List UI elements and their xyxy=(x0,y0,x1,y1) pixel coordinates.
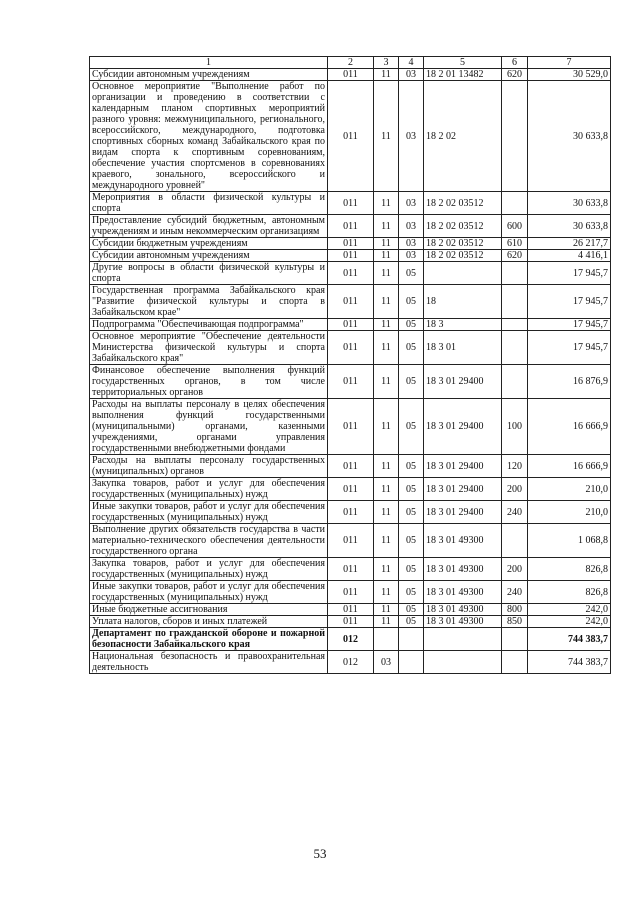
section-code-cell: 011 xyxy=(328,215,374,238)
amount-cell: 242,0 xyxy=(528,604,611,616)
amount-cell: 744 383,7 xyxy=(528,651,611,674)
row-name-cell: Департамент по гражданской обороне и пожарной безопасности Забайкальского края xyxy=(90,628,328,651)
amount-cell: 30 633,8 xyxy=(528,215,611,238)
table-row xyxy=(90,262,611,285)
chapter-cell: 11 xyxy=(374,455,399,478)
header-cell: 4 xyxy=(399,57,424,69)
section-code-cell: 011 xyxy=(328,365,374,399)
subsection-cell xyxy=(399,651,424,674)
target-article-cell: 18 3 01 49300 xyxy=(424,581,502,604)
table-row xyxy=(90,365,611,399)
row-name-cell: Мероприятия в области физической культуры и спорта xyxy=(90,192,328,215)
chapter-cell: 11 xyxy=(374,604,399,616)
target-article-cell: 18 2 01 13482 xyxy=(424,69,502,81)
subsection-cell: 05 xyxy=(399,524,424,558)
target-article-cell: 18 3 01 49300 xyxy=(424,616,502,628)
section-code-cell: 011 xyxy=(328,250,374,262)
row-name-cell: Финансовое обеспечение выполнения функций государственных органов, в том числе территориальных органов xyxy=(90,365,328,399)
subsection-cell: 03 xyxy=(399,69,424,81)
table-row xyxy=(90,285,611,319)
subsection-cell: 05 xyxy=(399,558,424,581)
section-code-cell: 011 xyxy=(328,604,374,616)
chapter-cell: 11 xyxy=(374,331,399,365)
row-name-cell: Основное мероприятие "Обеспечение деятельности Министерства физической культуры и спорта Забайкальского края" xyxy=(90,331,328,365)
table-row xyxy=(90,81,611,192)
target-article-cell: 18 2 02 03512 xyxy=(424,215,502,238)
expense-type-cell: 240 xyxy=(502,581,528,604)
table-row xyxy=(90,215,611,238)
section-code-cell: 011 xyxy=(328,238,374,250)
header-cell: 3 xyxy=(374,57,399,69)
subsection-cell: 03 xyxy=(399,215,424,238)
expense-type-cell xyxy=(502,365,528,399)
chapter-cell: 11 xyxy=(374,69,399,81)
budget-table xyxy=(89,56,611,674)
row-name-cell: Субсидии автономным учреждениям xyxy=(90,250,328,262)
target-article-cell: 18 2 02 03512 xyxy=(424,238,502,250)
chapter-cell: 11 xyxy=(374,616,399,628)
subsection-cell: 05 xyxy=(399,478,424,501)
subsection-cell: 05 xyxy=(399,604,424,616)
amount-cell: 30 633,8 xyxy=(528,192,611,215)
subsection-cell: 05 xyxy=(399,616,424,628)
chapter-cell: 11 xyxy=(374,365,399,399)
row-name-cell: Национальная безопасность и правоохранительная деятельность xyxy=(90,651,328,674)
section-code-cell: 011 xyxy=(328,455,374,478)
amount-cell: 16 876,9 xyxy=(528,365,611,399)
amount-cell: 826,8 xyxy=(528,581,611,604)
expense-type-cell: 800 xyxy=(502,604,528,616)
table-row xyxy=(90,478,611,501)
chapter-cell: 11 xyxy=(374,215,399,238)
chapter-cell xyxy=(374,628,399,651)
chapter-cell: 11 xyxy=(374,192,399,215)
target-article-cell: 18 3 01 29400 xyxy=(424,365,502,399)
expense-type-cell xyxy=(502,319,528,331)
target-article-cell: 18 xyxy=(424,285,502,319)
expense-type-cell xyxy=(502,651,528,674)
section-code-cell: 011 xyxy=(328,81,374,192)
section-code-cell: 011 xyxy=(328,331,374,365)
amount-cell: 30 633,8 xyxy=(528,81,611,192)
section-code-cell: 011 xyxy=(328,478,374,501)
target-article-cell: 18 3 01 49300 xyxy=(424,604,502,616)
subsection-cell: 05 xyxy=(399,285,424,319)
section-code-cell: 011 xyxy=(328,558,374,581)
expense-type-cell: 620 xyxy=(502,250,528,262)
table-row xyxy=(90,192,611,215)
amount-cell: 4 416,1 xyxy=(528,250,611,262)
expense-type-cell xyxy=(502,524,528,558)
subsection-cell: 05 xyxy=(399,455,424,478)
section-code-cell: 011 xyxy=(328,319,374,331)
subsection-cell: 05 xyxy=(399,331,424,365)
target-article-cell: 18 2 02 03512 xyxy=(424,192,502,215)
table-row xyxy=(90,651,611,674)
expense-type-cell: 200 xyxy=(502,558,528,581)
subsection-cell: 05 xyxy=(399,365,424,399)
table-body xyxy=(90,69,611,674)
amount-cell: 210,0 xyxy=(528,501,611,524)
expense-type-cell: 240 xyxy=(502,501,528,524)
amount-cell: 17 945,7 xyxy=(528,262,611,285)
expense-type-cell xyxy=(502,192,528,215)
expense-type-cell: 620 xyxy=(502,69,528,81)
amount-cell: 17 945,7 xyxy=(528,285,611,319)
section-code-cell: 011 xyxy=(328,262,374,285)
table-row xyxy=(90,331,611,365)
subsection-cell: 05 xyxy=(399,262,424,285)
amount-cell: 744 383,7 xyxy=(528,628,611,651)
subsection-cell: 03 xyxy=(399,192,424,215)
target-article-cell xyxy=(424,262,502,285)
header-cell: 2 xyxy=(328,57,374,69)
target-article-cell: 18 3 01 49300 xyxy=(424,558,502,581)
target-article-cell: 18 3 xyxy=(424,319,502,331)
target-article-cell: 18 3 01 29400 xyxy=(424,399,502,455)
chapter-cell: 11 xyxy=(374,81,399,192)
row-name-cell: Иные закупки товаров, работ и услуг для обеспечения государственных (муниципальных) нужд xyxy=(90,501,328,524)
expense-type-cell: 100 xyxy=(502,399,528,455)
row-name-cell: Иные бюджетные ассигнования xyxy=(90,604,328,616)
table-row xyxy=(90,501,611,524)
row-name-cell: Закупка товаров, работ и услуг для обеспечения государственных (муниципальных) нужд xyxy=(90,478,328,501)
amount-cell: 16 666,9 xyxy=(528,455,611,478)
header-cell: 1 xyxy=(90,57,328,69)
chapter-cell: 11 xyxy=(374,524,399,558)
expense-type-cell xyxy=(502,285,528,319)
page-number: 53 xyxy=(313,846,327,861)
table-row xyxy=(90,628,611,651)
chapter-cell: 11 xyxy=(374,501,399,524)
table-row xyxy=(90,319,611,331)
table-row xyxy=(90,581,611,604)
row-name-cell: Субсидии бюджетным учреждениям xyxy=(90,238,328,250)
subsection-cell: 05 xyxy=(399,581,424,604)
chapter-cell: 03 xyxy=(374,651,399,674)
row-name-cell: Выполнение других обязательств государства в части материально-технического обеспечения деятельности государственного органа xyxy=(90,524,328,558)
amount-cell: 26 217,7 xyxy=(528,238,611,250)
row-name-cell: Расходы на выплаты персоналу в целях обеспечения выполнения функций государственными (муниципальными) органами, казенными учреждениями, органами управления государственными внебюджетными фондами xyxy=(90,399,328,455)
target-article-cell: 18 3 01 29400 xyxy=(424,478,502,501)
table-row xyxy=(90,69,611,81)
table-row xyxy=(90,524,611,558)
row-name-cell: Субсидии автономным учреждениям xyxy=(90,69,328,81)
row-name-cell: Другие вопросы в области физической культуры и спорта xyxy=(90,262,328,285)
subsection-cell: 05 xyxy=(399,399,424,455)
row-name-cell: Расходы на выплаты персоналу государственных (муниципальных) органов xyxy=(90,455,328,478)
subsection-cell: 05 xyxy=(399,319,424,331)
section-code-cell: 011 xyxy=(328,285,374,319)
expense-type-cell xyxy=(502,81,528,192)
amount-cell: 210,0 xyxy=(528,478,611,501)
amount-cell: 17 945,7 xyxy=(528,319,611,331)
subsection-cell: 05 xyxy=(399,501,424,524)
chapter-cell: 11 xyxy=(374,319,399,331)
amount-cell: 826,8 xyxy=(528,558,611,581)
section-code-cell: 011 xyxy=(328,616,374,628)
chapter-cell: 11 xyxy=(374,581,399,604)
row-name-cell: Подпрограмма "Обеспечивающая подпрограмма" xyxy=(90,319,328,331)
table-row xyxy=(90,250,611,262)
table-row xyxy=(90,455,611,478)
table-row xyxy=(90,558,611,581)
section-code-cell: 012 xyxy=(328,628,374,651)
row-name-cell: Основное мероприятие "Выполнение работ по организации и проведению в соответствии с календарным планом спортивных мероприятий разного уровня: межмуниципального, регионального, всероссийского, международного, подготовка спортивных сборных команд Забайкальского края по видам спорта к спортивным соревнованиям, обеспечение участия спортсменов в соревнованиях краевого, зонального, всероссийского и международного уровней" xyxy=(90,81,328,192)
section-code-cell: 011 xyxy=(328,399,374,455)
section-code-cell: 011 xyxy=(328,581,374,604)
subsection-cell xyxy=(399,628,424,651)
expense-type-cell xyxy=(502,331,528,365)
table-row xyxy=(90,604,611,616)
target-article-cell: 18 2 02 03512 xyxy=(424,250,502,262)
chapter-cell: 11 xyxy=(374,285,399,319)
subsection-cell: 03 xyxy=(399,238,424,250)
header-cell: 7 xyxy=(528,57,611,69)
expense-type-cell: 120 xyxy=(502,455,528,478)
chapter-cell: 11 xyxy=(374,262,399,285)
subsection-cell: 03 xyxy=(399,250,424,262)
amount-cell: 242,0 xyxy=(528,616,611,628)
expense-type-cell xyxy=(502,262,528,285)
target-article-cell xyxy=(424,651,502,674)
amount-cell: 1 068,8 xyxy=(528,524,611,558)
row-name-cell: Закупка товаров, работ и услуг для обеспечения государственных (муниципальных) нужд xyxy=(90,558,328,581)
section-code-cell: 011 xyxy=(328,501,374,524)
header-cell: 6 xyxy=(502,57,528,69)
section-code-cell: 012 xyxy=(328,651,374,674)
amount-cell: 17 945,7 xyxy=(528,331,611,365)
table-header xyxy=(90,57,611,69)
table-row xyxy=(90,399,611,455)
expense-type-cell: 610 xyxy=(502,238,528,250)
target-article-cell: 18 3 01 49300 xyxy=(424,524,502,558)
row-name-cell: Иные закупки товаров, работ и услуг для обеспечения государственных (муниципальных) нужд xyxy=(90,581,328,604)
row-name-cell: Государственная программа Забайкальского края "Развитие физической культуры и спорта в Забайкальском крае" xyxy=(90,285,328,319)
table-row xyxy=(90,616,611,628)
expense-type-cell: 850 xyxy=(502,616,528,628)
chapter-cell: 11 xyxy=(374,399,399,455)
section-code-cell: 011 xyxy=(328,69,374,81)
amount-cell: 16 666,9 xyxy=(528,399,611,455)
chapter-cell: 11 xyxy=(374,238,399,250)
expense-type-cell: 600 xyxy=(502,215,528,238)
subsection-cell: 03 xyxy=(399,81,424,192)
target-article-cell: 18 3 01 29400 xyxy=(424,455,502,478)
target-article-cell xyxy=(424,628,502,651)
expense-type-cell: 200 xyxy=(502,478,528,501)
row-name-cell: Предоставление субсидий бюджетным, автономным учреждениям и иным некоммерческим организациям xyxy=(90,215,328,238)
target-article-cell: 18 3 01 xyxy=(424,331,502,365)
table-row xyxy=(90,238,611,250)
target-article-cell: 18 2 02 xyxy=(424,81,502,192)
chapter-cell: 11 xyxy=(374,558,399,581)
expense-type-cell xyxy=(502,628,528,651)
row-name-cell: Уплата налогов, сборов и иных платежей xyxy=(90,616,328,628)
target-article-cell: 18 3 01 29400 xyxy=(424,501,502,524)
header-cell: 5 xyxy=(424,57,502,69)
section-code-cell: 011 xyxy=(328,192,374,215)
amount-cell: 30 529,0 xyxy=(528,69,611,81)
chapter-cell: 11 xyxy=(374,478,399,501)
chapter-cell: 11 xyxy=(374,250,399,262)
section-code-cell: 011 xyxy=(328,524,374,558)
